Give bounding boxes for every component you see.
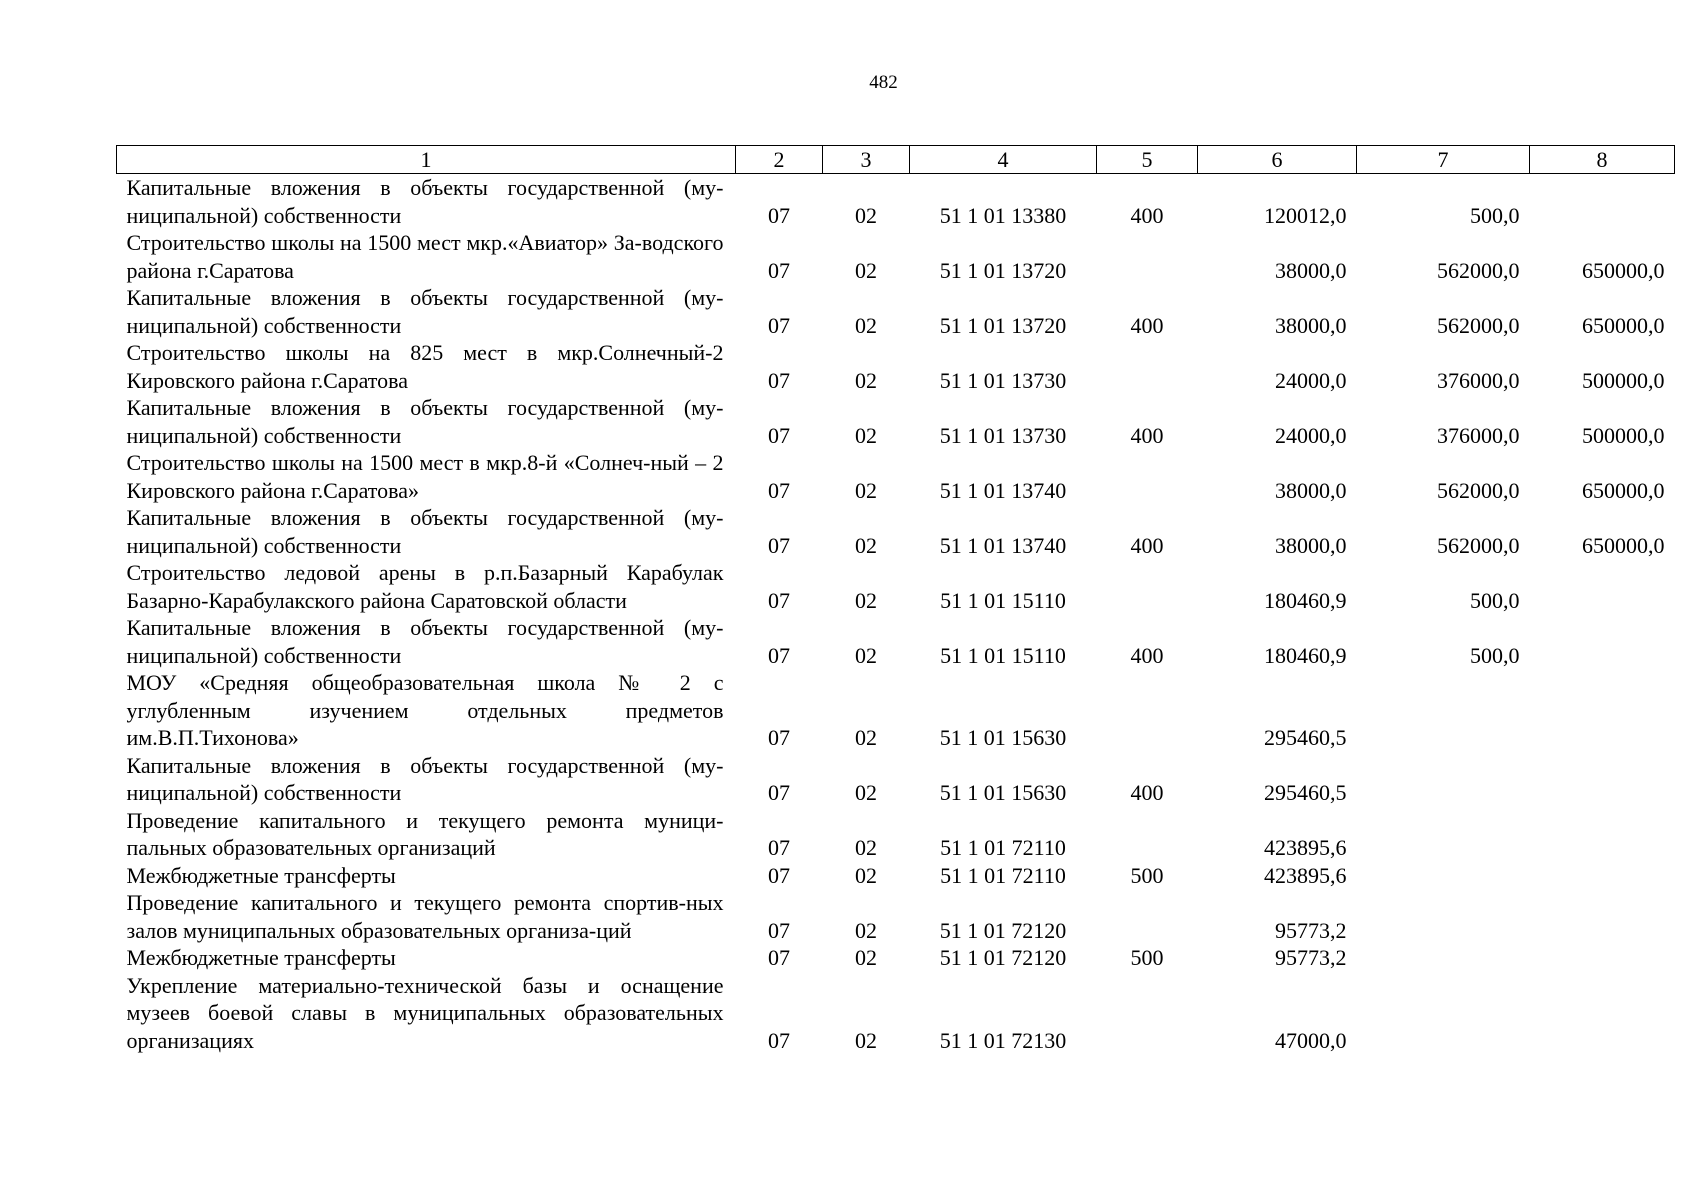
row-amount-col7-cell: 376000,0: [1437, 422, 1520, 448]
row-target-code-cell: 51 1 01 13740: [939, 477, 1067, 503]
row-section-cell: 07: [768, 367, 790, 393]
row-name-cell: Межбюджетные трансферты: [126, 945, 396, 970]
header-cell-2: 2: [736, 146, 823, 174]
row-subsection-cell: 02: [855, 862, 877, 888]
row-amount-col7-cell: 500,0: [1470, 587, 1520, 613]
row-amount-col7-cell: 500,0: [1470, 642, 1520, 668]
table-row: [117, 229, 1675, 284]
row-name-cell: Строительство ледовой арены в р.п.Базарный Карабулак Базарно-Карабулакского района Саратовской области: [126, 560, 724, 613]
table-row: [117, 394, 1675, 449]
row-expense-type-cell: 400: [1130, 202, 1164, 228]
row-amount-col6-cell: 423895,6: [1264, 835, 1347, 860]
row-name-cell: Капитальные вложения в объекты государственной (му-ниципальной) собственности: [126, 505, 724, 558]
row-amount-col8-cell: 650000,0: [1582, 532, 1665, 558]
row-amount-col8-cell: [1530, 752, 1675, 807]
row-amount-col6-cell: 38000,0: [1275, 257, 1347, 283]
table-row: [117, 504, 1675, 559]
row-amount-col6-cell: 120012,0: [1264, 202, 1347, 228]
row-amount-col7-cell: [1357, 669, 1530, 752]
row-subsection-cell: 02: [855, 1027, 877, 1053]
row-target-code-cell: 51 1 01 15110: [940, 587, 1066, 613]
row-expense-type-cell: 400: [1130, 422, 1164, 448]
row-subsection-cell: 02: [855, 780, 877, 805]
row-subsection-cell: 02: [855, 642, 877, 668]
row-name-cell: Капитальные вложения в объекты государственной (му-ниципальной) собственности: [126, 752, 724, 805]
row-target-code-cell: 51 1 01 13730: [939, 367, 1067, 393]
row-amount-col6-cell: 24000,0: [1275, 367, 1347, 393]
row-section-cell: 07: [768, 587, 790, 613]
table-row: [117, 752, 1675, 807]
row-expense-type-cell: [1097, 229, 1198, 284]
header-row: [117, 146, 1675, 174]
row-amount-col8-cell: [1530, 944, 1675, 972]
row-target-code-cell: 51 1 01 13380: [939, 202, 1067, 228]
row-amount-col8-cell: 650000,0: [1582, 477, 1665, 503]
row-target-code-cell: 51 1 01 15110: [940, 642, 1066, 668]
table-row: [117, 339, 1675, 394]
row-subsection-cell: 02: [855, 367, 877, 393]
row-name-cell: Межбюджетные трансферты: [126, 862, 396, 888]
row-target-code-cell: 51 1 01 13720: [939, 257, 1067, 283]
row-amount-col7-cell: [1357, 862, 1530, 890]
row-amount-col7-cell: [1357, 944, 1530, 972]
row-amount-col8-cell: [1530, 174, 1675, 230]
header-cell-6: 6: [1198, 146, 1357, 174]
header-cell-5: 5: [1097, 146, 1198, 174]
row-section-cell: 07: [768, 945, 790, 970]
row-amount-col6-cell: 47000,0: [1275, 1027, 1347, 1053]
row-expense-type-cell: 400: [1130, 532, 1164, 558]
page-number: 482: [869, 72, 898, 93]
row-amount-col8-cell: 650000,0: [1582, 312, 1665, 338]
row-amount-col6-cell: 295460,5: [1264, 780, 1347, 805]
header-cell-3: 3: [823, 146, 910, 174]
row-amount-col8-cell: [1530, 972, 1675, 1055]
row-section-cell: 07: [768, 312, 790, 338]
row-target-code-cell: 51 1 01 15630: [939, 725, 1067, 750]
row-subsection-cell: 02: [855, 257, 877, 283]
row-name-cell: Капитальные вложения в объекты государственной (му-ниципальной) собственности: [126, 285, 724, 338]
row-amount-col6-cell: 95773,2: [1275, 945, 1347, 970]
row-expense-type-cell: 400: [1130, 312, 1164, 338]
row-amount-col8-cell: [1530, 889, 1675, 944]
table-row: [117, 614, 1675, 669]
row-amount-col6-cell: 423895,6: [1264, 862, 1347, 888]
row-amount-col8-cell: 650000,0: [1582, 257, 1665, 283]
row-target-code-cell: 51 1 01 13720: [939, 312, 1067, 338]
header-cell-8: 8: [1530, 146, 1675, 174]
row-section-cell: 07: [768, 725, 790, 750]
row-amount-col6-cell: 180460,9: [1264, 587, 1347, 613]
row-amount-col6-cell: 38000,0: [1275, 477, 1347, 503]
row-name-cell: Строительство школы на 825 мест в мкр.Солнечный-2 Кировского района г.Саратова: [126, 340, 724, 393]
row-expense-type-cell: 400: [1130, 642, 1164, 668]
row-expense-type-cell: 400: [1130, 780, 1164, 805]
row-subsection-cell: 02: [855, 725, 877, 750]
row-amount-col6-cell: 180460,9: [1264, 642, 1347, 668]
row-section-cell: 07: [768, 202, 790, 228]
row-subsection-cell: 02: [855, 945, 877, 970]
row-amount-col7-cell: 562000,0: [1437, 257, 1520, 283]
row-target-code-cell: 51 1 01 13740: [939, 532, 1067, 558]
row-subsection-cell: 02: [855, 917, 877, 943]
row-expense-type-cell: [1097, 559, 1198, 614]
row-target-code-cell: 51 1 01 13730: [939, 422, 1067, 448]
table-row: [117, 449, 1675, 504]
row-subsection-cell: 02: [855, 422, 877, 448]
row-subsection-cell: 02: [855, 532, 877, 558]
row-section-cell: 07: [768, 1027, 790, 1053]
row-amount-col6-cell: 38000,0: [1275, 312, 1347, 338]
row-amount-col8-cell: 500000,0: [1582, 422, 1665, 448]
row-amount-col8-cell: [1530, 559, 1675, 614]
row-section-cell: 07: [768, 422, 790, 448]
row-section-cell: 07: [768, 532, 790, 558]
row-expense-type-cell: 500: [1130, 945, 1164, 970]
row-target-code-cell: 51 1 01 72130: [939, 1027, 1067, 1053]
row-subsection-cell: 02: [855, 835, 877, 860]
table-row: [117, 174, 1675, 230]
row-expense-type-cell: [1097, 889, 1198, 944]
row-section-cell: 07: [768, 862, 790, 888]
row-amount-col7-cell: [1357, 972, 1530, 1055]
row-expense-type-cell: 500: [1130, 862, 1164, 888]
row-section-cell: 07: [768, 780, 790, 805]
header-cell-1: 1: [117, 146, 736, 174]
row-expense-type-cell: [1097, 807, 1198, 862]
row-amount-col7-cell: [1357, 752, 1530, 807]
header-cell-7: 7: [1357, 146, 1530, 174]
row-subsection-cell: 02: [855, 587, 877, 613]
row-name-cell: МОУ «Средняя общеобразовательная школа № 2 с углубленным изучением отдельных предметов им.В.П.Тихонова»: [126, 670, 724, 750]
row-expense-type-cell: [1097, 972, 1198, 1055]
table-body: [117, 174, 1675, 1055]
row-amount-col7-cell: 500,0: [1470, 202, 1520, 228]
row-expense-type-cell: [1097, 339, 1198, 394]
table-row: [117, 862, 1675, 890]
row-subsection-cell: 02: [855, 202, 877, 228]
table-row: [117, 807, 1675, 862]
row-target-code-cell: 51 1 01 72110: [940, 835, 1066, 860]
row-amount-col7-cell: 562000,0: [1437, 312, 1520, 338]
row-section-cell: 07: [768, 835, 790, 860]
row-amount-col7-cell: 562000,0: [1437, 532, 1520, 558]
row-amount-col6-cell: 24000,0: [1275, 422, 1347, 448]
table-row: [117, 944, 1675, 972]
row-target-code-cell: 51 1 01 72120: [939, 945, 1067, 970]
table-row: [117, 559, 1675, 614]
budget-table: [116, 145, 1675, 1054]
row-name-cell: Проведение капитального и текущего ремонта спортив-ных залов муниципальных образовательных организа-ций: [126, 890, 724, 943]
row-section-cell: 07: [768, 257, 790, 283]
row-section-cell: 07: [768, 642, 790, 668]
row-amount-col7-cell: 562000,0: [1437, 477, 1520, 503]
row-subsection-cell: 02: [855, 312, 877, 338]
row-expense-type-cell: [1097, 669, 1198, 752]
row-amount-col8-cell: [1530, 807, 1675, 862]
row-amount-col6-cell: 95773,2: [1275, 917, 1347, 943]
row-name-cell: Строительство школы на 1500 мест в мкр.8-й «Солнеч-ный – 2 Кировского района г.Саратова»: [126, 450, 724, 503]
row-amount-col6-cell: 38000,0: [1275, 532, 1347, 558]
row-section-cell: 07: [768, 477, 790, 503]
row-name-cell: Капитальные вложения в объекты государственной (му-ниципальной) собственности: [126, 395, 724, 448]
table-row: [117, 972, 1675, 1055]
row-subsection-cell: 02: [855, 477, 877, 503]
table-row: [117, 284, 1675, 339]
table-row: [117, 889, 1675, 944]
row-name-cell: Укрепление материально-технической базы и оснащение музеев боевой славы в муниципальных образовательных организациях: [126, 972, 724, 1053]
row-section-cell: 07: [768, 917, 790, 943]
row-target-code-cell: 51 1 01 72110: [940, 862, 1066, 888]
row-amount-col7-cell: [1357, 807, 1530, 862]
row-amount-col6-cell: 295460,5: [1264, 725, 1347, 750]
row-target-code-cell: 51 1 01 15630: [939, 780, 1067, 805]
row-name-cell: Капитальные вложения в объекты государственной (му-ниципальной) собственности: [126, 615, 724, 668]
row-amount-col8-cell: [1530, 669, 1675, 752]
row-amount-col8-cell: 500000,0: [1582, 367, 1665, 393]
row-expense-type-cell: [1097, 449, 1198, 504]
row-amount-col8-cell: [1530, 614, 1675, 669]
row-name-cell: Проведение капитального и текущего ремонта муници-пальных образовательных организаций: [126, 807, 724, 860]
row-name-cell: Капитальные вложения в объекты государственной (му-ниципальной) собственности: [126, 175, 724, 228]
table-row: [117, 669, 1675, 752]
row-name-cell: Строительство школы на 1500 мест мкр.«Авиатор» За-водского района г.Саратова: [126, 230, 724, 283]
row-amount-col7-cell: [1357, 889, 1530, 944]
row-target-code-cell: 51 1 01 72120: [939, 917, 1067, 943]
row-amount-col7-cell: 376000,0: [1437, 367, 1520, 393]
header-cell-4: 4: [910, 146, 1097, 174]
row-amount-col8-cell: [1530, 862, 1675, 890]
